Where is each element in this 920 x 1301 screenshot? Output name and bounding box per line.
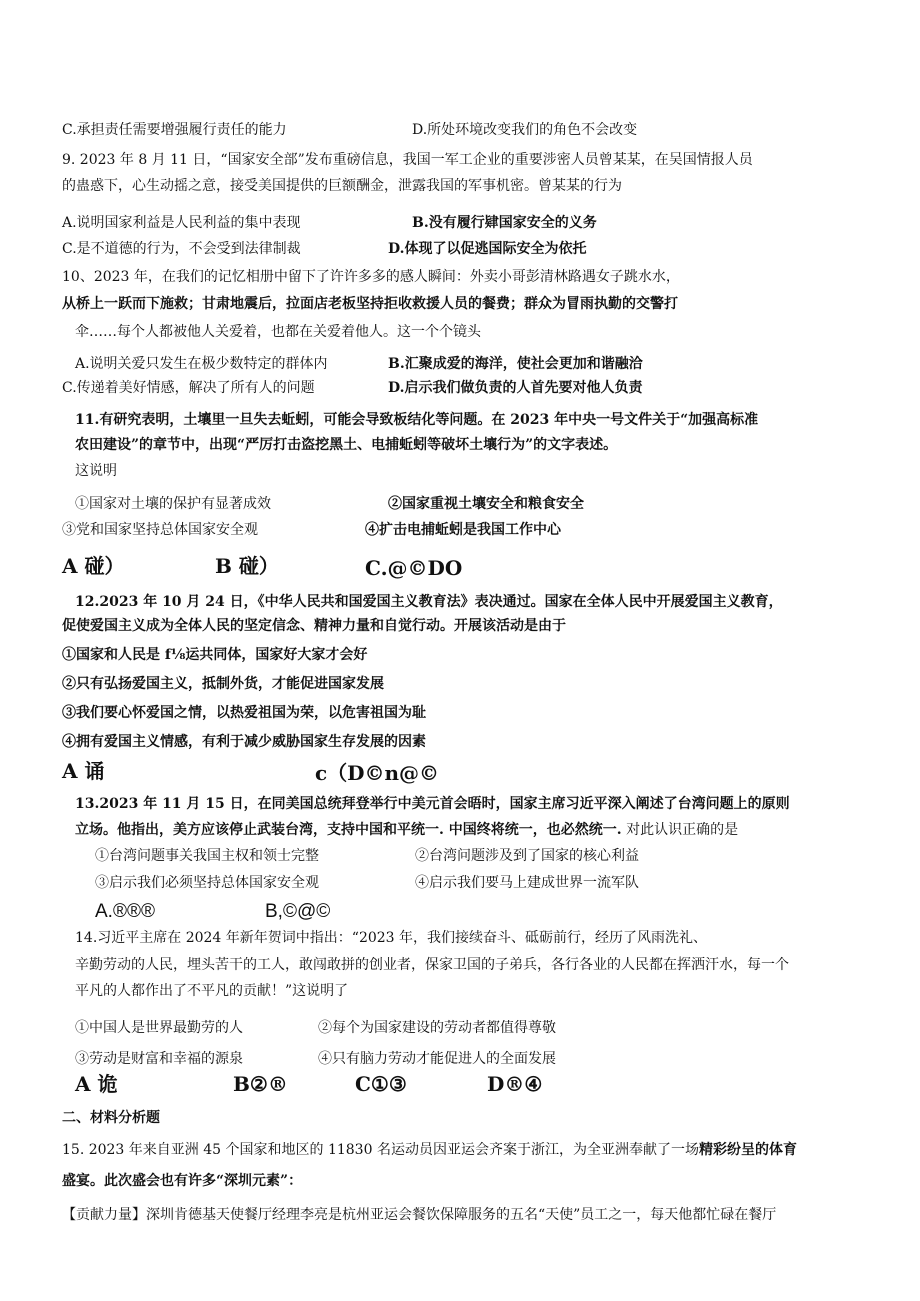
q11-stem-line2: 农田建设”的章节中，出现“严厉打击盗挖黑土、电捕蚯蚓等破坏土壤行为”的文字表述。	[75, 437, 618, 453]
q14-stem-line2: 辛勤劳动的人民，埋头苦干的工人，敢闯敢拼的创业者，保家卫国的子弟兵，各行各业的人民都在挥洒汗水，每一个	[75, 957, 789, 973]
q15-stem-line1-plain: 15. 2023 年来自亚洲 45 个国家和地区的 11830 名运动员因亚运会齐案于浙江，为全亚洲奉献了一场	[62, 1142, 699, 1158]
q14-statement-2: ②每个为国家建设的劳动者都值得尊敬	[318, 1020, 556, 1036]
q10-stem-line2: 从桥上一跃而下施救；甘肃地震后，拉面店老板坚持拒收救援人员的餐费；群众为冒雨执勤的交警打	[62, 296, 678, 312]
q11-statement-3: ③党和国家坚持总体国家安全观	[62, 522, 258, 538]
q15-stem-line2: 盛宴。此次盛会也有许多“深圳元素”：	[62, 1173, 303, 1189]
q10-stem-line1: 10、2023 年，在我们的记忆相册中留下了许许多多的感人瞬间：外卖小哥彭清林路遇女子跳水水，	[62, 269, 680, 285]
q15-stem-line1	[62, 1140, 797, 1160]
q11-statement-4: ④扩击电捕蚯蚓是我国工作中心	[365, 522, 561, 538]
q10-option-a: A.说明关爱只发生在极少数特定的群体内	[75, 356, 328, 372]
q12-statement-4: ④拥有爱国主义情感，有利于减少威胁国家生存发展的因素	[62, 734, 426, 750]
q14-option-d: D®④	[487, 1072, 543, 1096]
q15-stem-line3: 【贡献力量】深圳肯德基天使餐厅经理李亮是杭州亚运会餐饮保障服务的五名“天使”员工之一，每天他都忙碌在餐厅	[62, 1207, 777, 1223]
q13-stem-line2	[75, 820, 738, 840]
q12-statement-1: ①国家和人民是 f⅛运共同体，国家好大家才会好	[62, 647, 368, 663]
q9-option-d: D.体现了以促逃国际安全为依托	[388, 241, 587, 257]
q12-stem-line1: 12.2023 年 10 月 24 日，《中华人民共和国爱国主义教育法》表决通过。国家在全体人民中开展爱国主义教育，	[75, 594, 783, 610]
q12-option-a: A 诵	[62, 759, 105, 783]
q12-statement-2: ②只有弘扬爱国主义，抵制外货，才能促进国家发展	[62, 676, 384, 692]
q11-stem-line3: 这说明	[75, 463, 117, 479]
q11-option-a: A 碰）	[62, 554, 125, 578]
q14-stem-line3: 平凡的人都作出了不平凡的贡献！”这说明了	[75, 983, 349, 999]
q13-stem-line2-plain: 对此认识正确的是	[621, 822, 739, 838]
q11-statement-2: ②国家重视土壤安全和粮食安全	[388, 496, 584, 512]
q13-statement-2: ②台湾问题涉及到了国家的核心利益	[415, 848, 639, 864]
q14-statement-4: ④只有脑力劳动才能促进人的全面发展	[318, 1051, 556, 1067]
q13-stem-line1: 13.2023 年 11 月 15 日，在同美国总统拜登举行中美元首会晤时，国家主席习近平深入阐述了台湾问题上的原则	[75, 796, 790, 812]
q11-stem-line1: 11.有研究表明，土壤里一旦失去蚯蚓，可能会导致板结化等问题。在 2023 年中央一号文件关于“加强高标准	[75, 412, 759, 428]
q10-option-d: D.启示我们做负责的人首先要对他人负责	[388, 380, 643, 396]
q14-option-b: B②®	[233, 1072, 288, 1096]
q9-option-c: C.是不道德的行为，不会受到法律制裁	[62, 241, 301, 257]
q14-option-c: C①③	[355, 1072, 407, 1096]
q8-option-d: D.所处环境改变我们的角色不会改变	[412, 122, 638, 138]
q10-option-c: C.传递着美好情感，解决了所有人的问题	[62, 380, 315, 396]
section2-title: 二、材料分析题	[62, 1110, 160, 1126]
q14-statement-3: ③劳动是财富和幸福的源泉	[75, 1051, 243, 1067]
q13-option-a: A.®®®	[95, 901, 155, 922]
q13-stem-line2-bold: 立场。他指出，美方应该停止武装台湾，支持中国和平统一. 中国终将统一，也必然统一.	[75, 822, 622, 838]
q12-stem-line2: 促使爱国主义成为全体人民的坚定信念、精神力量和自觉行动。开展该活动是由于	[62, 618, 566, 634]
q13-statement-3: ③启示我们必须坚持总体国家安全观	[95, 875, 319, 891]
q11-statement-1: ①国家对土壤的保护有显著成效	[75, 496, 271, 512]
q9-stem-line1: 9. 2023 年 8 月 11 日，“国家安全部”发布重磅信息，我国一军工企业的重要涉密人员曾某某，在吴国情报人员	[62, 152, 753, 168]
q9-option-a: A.说明国家利益是人民利益的集中表现	[62, 215, 301, 231]
q14-stem-line1: 14.习近平主席在 2024 年新年贺词中指出：“2023 年，我们接续奋斗、砥砺前行，经历了风雨洗礼、	[75, 930, 708, 946]
q13-statement-1: ①台湾问题事关我国主权和领士完整	[95, 848, 319, 864]
q13-statement-4: ④启示我们要马上建成世界一流军队	[415, 875, 639, 891]
q10-option-b: B.汇聚成爱的海洋，使社会更加和谐融洽	[388, 356, 643, 372]
q11-option-b: B 碰）	[215, 554, 279, 578]
q10-stem-line3: 伞……每个人都被他人关爱着，也都在关爱着他人。这一个个镜头	[75, 324, 481, 340]
q12-statement-3: ③我们要心怀爱国之情，以热爱祖国为荣，以危害祖国为耻	[62, 705, 426, 721]
q11-option-c: C.@©DO	[365, 556, 463, 580]
q8-option-c: C.承担责任需要增强履行责任的能力	[62, 122, 287, 138]
q14-statement-1: ①中国人是世界最勤劳的人	[75, 1020, 243, 1036]
q14-option-a: A 诡	[75, 1072, 118, 1096]
q9-option-b: B.没有履行肄国家安全的义务	[412, 215, 597, 231]
q9-stem-line2: 的蛊惑下，心生动摇之意，接受美国提供的巨额酬金，泄露我国的军事机密。曾某某的行为	[62, 178, 622, 194]
q13-option-b: B,©@©	[265, 901, 331, 922]
q12-option-c: c（D©n@©	[315, 761, 440, 785]
q15-stem-line1-bold: 精彩纷呈的体育	[698, 1142, 797, 1158]
